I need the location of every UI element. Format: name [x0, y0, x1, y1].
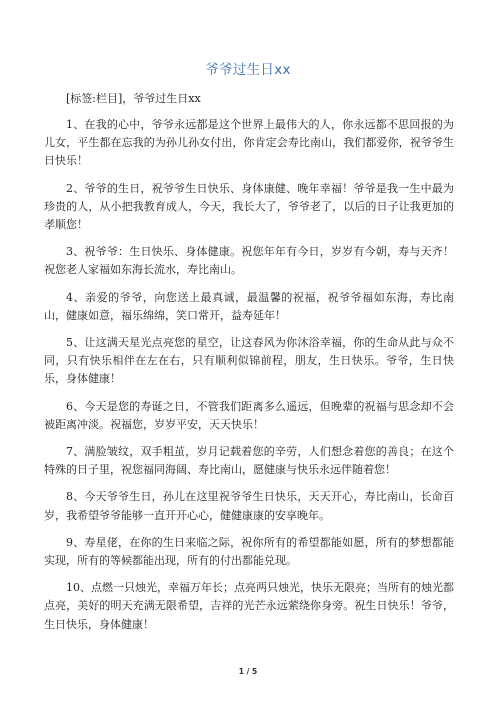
paragraph-2: 2、爷爷的生日，祝爷爷生日快乐、身体康健、晚年幸福！爷爷是我一生中最为珍贵的人，从小把我教育成人，今天，我长大了，爷爷老了，以后的日子让我更加的孝顺您！ [44, 181, 454, 232]
tagline: [标签:栏目]，爷爷过生日xx [66, 92, 201, 105]
paragraph-9: 9、寿星佬，在你的生日来临之际，祝你所有的希望都能如愿，所有的梦想都能实现，所有的等候都能出现，所有的付出都能兑现。 [44, 535, 454, 568]
paragraph-8: 8、今天爷爷生日，孙儿在这里祝爷爷生日快乐，天天开心，寿比南山，长命百岁，我希望爷爷能够一直开开心心，健健康康的安享晚年。 [44, 490, 454, 522]
paragraph-1: 1、在我的心中，爷爷永远都是这个世界上最伟大的人，你永远都不思回报的为儿女，平生都在忘我的为孙儿孙女付出，你肯定会寿比南山，我们都爱你，祝爷爷生日快乐！ [44, 118, 454, 168]
document-body [44, 90, 454, 643]
paragraph-4: 4、亲爱的爷爷，向您送上最真诚，最温馨的祝福，祝爷爷福如东海，寿比南山，健康如意，福乐绵绵，笑口常开，益寿延年！ [44, 290, 454, 322]
paragraph-10: 10、点燃一只烛光，幸福万年长；点亮两只烛光，快乐无限亮；当所有的烛光都点亮，美好的明天充满无限希望，吉祥的光芒永远萦绕你身旁。祝生日快乐！爷爷，生日快乐，身体健康！ [44, 581, 454, 631]
page-number: 1 / 5 [238, 667, 258, 676]
document-title: 爷爷过生日xx [205, 62, 291, 78]
paragraph-7: 7、满脸皱纹，双手粗茧，岁月记载着您的辛劳，人们想念着您的善良；在这个特殊的日子里，祝您福同海阔、寿比南山，愿健康与快乐永远伴随着您！ [44, 445, 454, 477]
paragraph-6: 6、今天是您的寿诞之日，不管我们距离多么遥远，但晚辈的祝福与思念却不会被距离冲淡。祝福您，岁岁平安，天天快乐！ [44, 399, 454, 431]
paragraph-5: 5、让这满天星光点亮您的星空，让这春风为你沐浴幸福，你的生命从此与众不同，只有快乐相伴在左在右，只有顺利似锦前程，朋友，生日快乐。爷爷，生日快乐，身体健康！ [44, 336, 454, 386]
paragraph-3: 3、祝爷爷：生日快乐、身体健康。祝您年年有今日，岁岁有今朝，寿与天齐！祝您老人家福如东海长流水，寿比南山。 [44, 245, 454, 277]
